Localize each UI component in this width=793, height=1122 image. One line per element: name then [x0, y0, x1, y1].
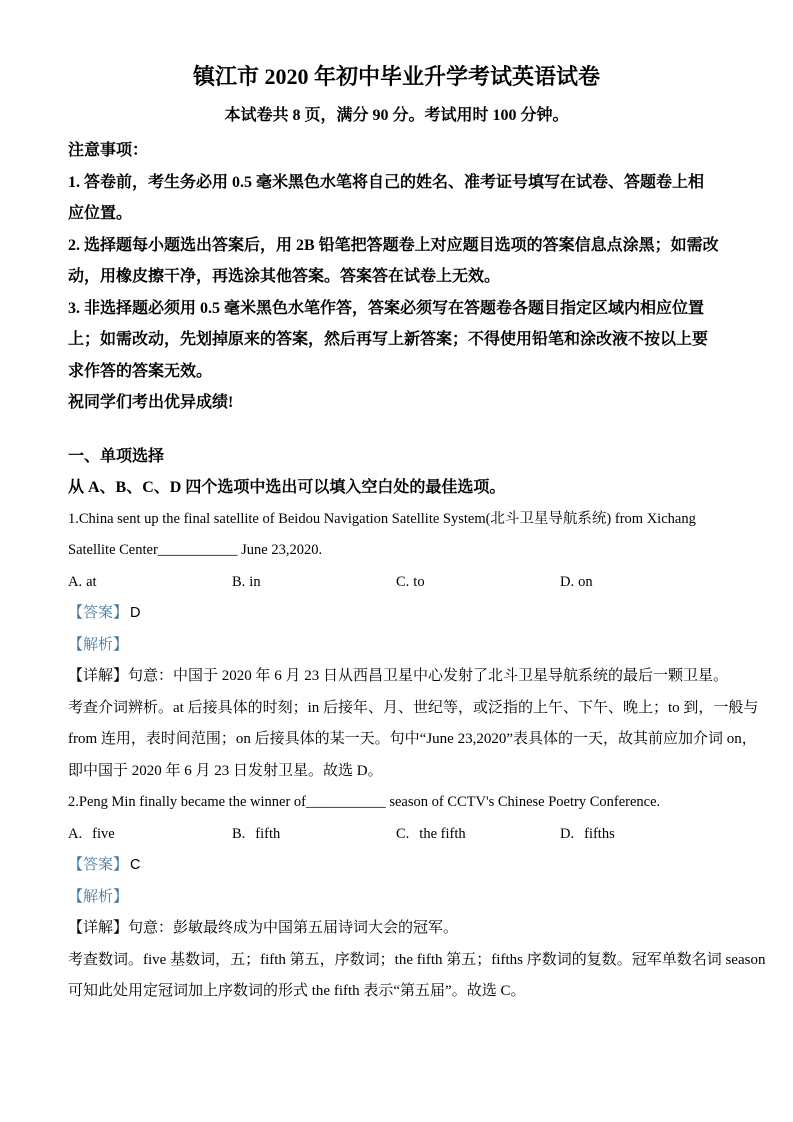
question-1-options-row [68, 567, 743, 599]
option-text: the fifth [419, 825, 466, 842]
question-2-option-d [560, 819, 724, 851]
option-letter: A. [68, 825, 83, 842]
option-text: five [92, 825, 115, 842]
page-title: 镇江市 2020 年初中毕业升学考试英语试卷 [192, 64, 600, 89]
section-single-choice [68, 441, 743, 504]
option-letter: D. [560, 825, 575, 842]
question-2 [68, 787, 766, 1008]
option-letter: B. [232, 825, 246, 842]
question-2-detail-line-1: 【详解】句意：彭敏最终成为中国第五届诗词大会的冠军。 [68, 920, 459, 936]
notice-line-1a: 1. 答卷前，考生务必用 0.5 毫米黑色水笔将自己的姓名、准考证号填写在试卷、答题卷上相 [68, 173, 705, 191]
answer-label: 【答案】 [68, 857, 129, 873]
answer-value: D [130, 605, 141, 621]
question-1-analysis-line [68, 630, 743, 662]
question-2-option-b [232, 819, 396, 851]
analysis-label: 【解析】 [68, 888, 129, 905]
notice-line-2b: 动，用橡皮擦干净，再选涂其他答案。答案答在试卷上无效。 [68, 268, 501, 285]
question-2-analysis-line [68, 882, 743, 914]
question-2-option-a [68, 819, 232, 851]
question-1-detail-line-3: from 连用，表时间范围；on 后接具体的某一天。句中“June 23,2020”表具体的一天，故其前应加介词 on， [68, 731, 757, 747]
question-1-option-d [560, 567, 724, 599]
question-1-answer-line [68, 598, 743, 630]
analysis-label: 【解析】 [68, 636, 129, 653]
section-title: 一、单项选择 [68, 447, 165, 465]
answer-value: C [130, 857, 141, 873]
question-1-detail-line-1: 【详解】句意：中国于 2020 年 6 月 23 日从西昌卫星中心发射了北斗卫星导航系统的最后一颗卫星。 [68, 668, 729, 684]
option-text: in [249, 573, 261, 590]
question-1-detail-line-4: 即中国于 2020 年 6 月 23 日发射卫星。故选 D。 [68, 762, 383, 779]
question-1 [68, 504, 759, 788]
notice-section [68, 135, 743, 419]
notice-heading: 注意事项： [68, 142, 149, 159]
option-text: at [86, 573, 97, 590]
notice-line-3b: 上；如需改动，先划掉原来的答案，然后再写上新答案；不得使用铅笔和涂改液不按以上要 [68, 331, 709, 348]
option-letter: D. [560, 573, 575, 590]
option-text: on [578, 573, 593, 590]
question-1-option-c [396, 567, 560, 599]
question-1-stem-line-1: 1.China sent up the final satellite of Beidou Navigation Satellite System(北斗卫星导航系统) from Xichang [68, 510, 696, 527]
question-2-options-row [68, 819, 743, 851]
question-1-option-a [68, 567, 232, 599]
answer-label: 【答案】 [68, 605, 129, 621]
question-2-detail-line-3: 可知此处用定冠词加上序数词的形式 the fifth 表示“第五届”。故选 C。 [68, 983, 526, 999]
option-text: fifth [255, 825, 281, 842]
question-1-stem-line-2: Satellite Center___________ June 23,2020. [68, 542, 323, 558]
question-2-option-c [396, 819, 560, 851]
question-2-answer-line [68, 850, 743, 882]
option-text: fifths [584, 825, 615, 842]
notice-line-1b: 应位置。 [68, 205, 133, 222]
question-1-option-b [232, 567, 396, 599]
question-2-detail-line-2: 考查数词。five 基数词，五；fifth 第五，序数词；the fifth 第五；fifths 序数词的复数。冠军单数名词 season [68, 951, 766, 968]
option-letter: A. [68, 573, 83, 590]
option-text: to [413, 573, 425, 590]
option-letter: C. [396, 573, 410, 590]
notice-line-2a: 2. 选择题每小题选出答案后，用 2B 铅笔把答题卷上对应题目选项的答案信息点涂黑；如需改 [68, 236, 719, 254]
notice-wish: 祝同学们考出优异成绩! [68, 394, 234, 411]
option-letter: C. [396, 825, 410, 842]
notice-line-3c: 求作答的答案无效。 [68, 362, 213, 380]
notice-line-3a: 3. 非选择题必须用 0.5 毫米黑色水笔作答，答案必须写在答题卷各题目指定区域内相应位置 [68, 299, 705, 317]
page-subtitle: 本试卷共 8 页，满分 90 分。考试用时 100 分钟。 [224, 107, 569, 124]
option-letter: B. [232, 573, 246, 590]
section-instruction: 从 A、B、C、D 四个选项中选出可以填入空白处的最佳选项。 [68, 479, 506, 496]
question-2-stem-line-1: 2.Peng Min finally became the winner of___________ season of CCTV's Chinese Poetry Conference. [68, 794, 661, 810]
question-1-detail-line-2: 考查介词辨析。at 后接具体的时刻；in 后接年、月、世纪等，或泛指的上午、下午、晚上；to 到，一般与 [68, 699, 759, 716]
